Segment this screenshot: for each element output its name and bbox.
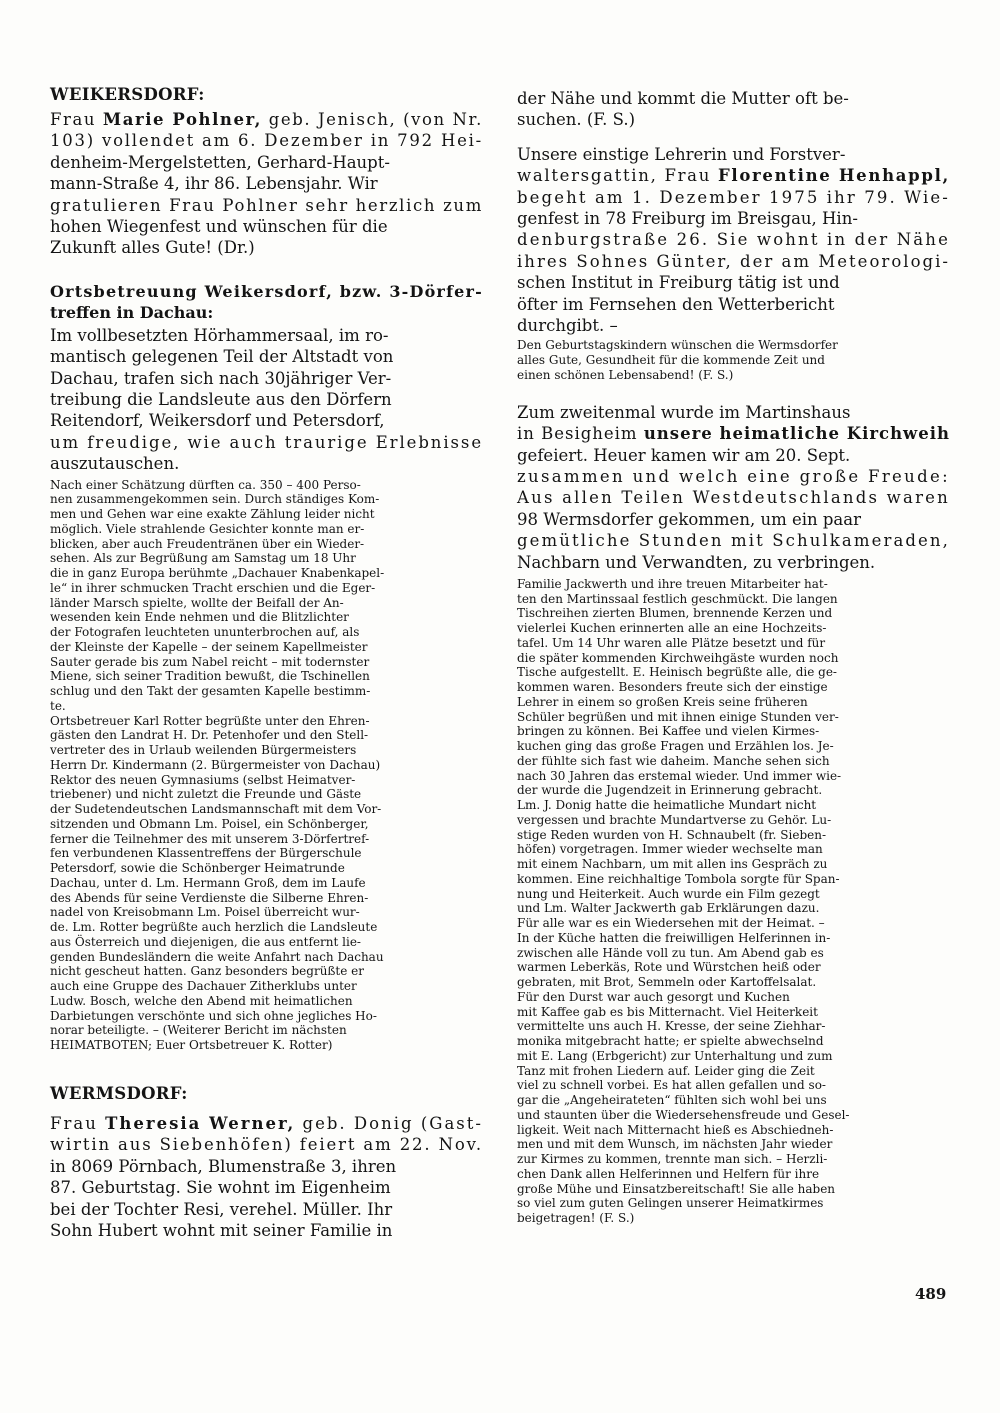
dachau-heading: [50, 281, 483, 323]
text-line: Aus allen Teilen Westdeutschlands waren: [517, 488, 950, 508]
text-line: mantisch gelegenen Teil der Altstadt von: [50, 347, 394, 367]
text-line: die später kommenden Kirchweihgäste wurden noch: [517, 650, 839, 665]
text-line: Dachau, trafen sich nach 30jähriger Ver-: [50, 368, 392, 388]
text-line: mit einem Nachbarn, um mit allen ins Gespräch zu: [517, 857, 828, 872]
text-line: ten den Martinssaal festlich geschmückt. Die langen: [517, 591, 838, 606]
text-line: tafel. Um 14 Uhr waren alle Plätze besetzt und für: [517, 635, 826, 650]
text-line: chen Dank allen Helferinnen und Helfern für ihre: [517, 1166, 820, 1181]
text-line: länder Marsch spielte, wollte der Beifall der An-: [50, 595, 344, 610]
text-line: Lehrer in einem so großen Kreis seine früheren: [517, 694, 808, 709]
text-line: begeht am 1. Dezember 1975 ihr 79. Wie-: [517, 187, 950, 207]
text-line: der Fotografen leuchteten ununterbrochen auf, als: [50, 625, 360, 640]
text-line: mit Kaffee gab es bis Mitternacht. Viel Heiterkeit: [517, 1004, 818, 1019]
text-line: zur Kirmes zu kommen, trennte man sich. – Herzli-: [517, 1152, 828, 1167]
text-line: schlug und den Takt der gesamten Kapelle bestimm-: [50, 684, 371, 699]
text-line: Nachbarn und Verwandten, zu verbringen.: [517, 552, 876, 572]
text-line: mit E. Lang (Erbgericht) zur Unterhaltung und zum: [517, 1048, 833, 1063]
text-line: der fühlte sich fast wie daheim. Manche sehen sich: [517, 753, 830, 768]
text-line: Den Geburtstagskindern wünschen die Wermsdorfer: [517, 338, 838, 353]
text-line: Familie Jackwerth und ihre treuen Mitarbeiter hat-: [517, 576, 828, 591]
text-line: Für den Durst war auch gesorgt und Kuchen: [517, 989, 790, 1004]
text-line: Ludw. Bosch, welche den Abend mit heimatlichen: [50, 993, 353, 1008]
text-line: Zum zweitenmal wurde im Martinshaus: [517, 402, 851, 422]
text-line: alles Gute, Gesundheit für die kommende Zeit und: [517, 353, 825, 368]
text-line: des Abends für seine Verdienste die Silberne Ehren-: [50, 890, 369, 905]
bold-name: Florentine Henhappl,: [717, 166, 950, 186]
text-line: nadel von Kreisobmann Lm. Poisel überreicht wur-: [50, 905, 360, 920]
continuation-text: [517, 88, 950, 131]
henhappl-text: [517, 144, 950, 337]
text-line: nicht gescheut hatten. Ganz besonders begrüßte er: [50, 964, 365, 979]
text-line: möglich. Viele strahlende Gesichter konnte man er-: [50, 521, 365, 536]
text-line: Für alle war es ein Wiedersehen mit der Heimat. –: [517, 916, 825, 931]
text-line: gratulieren Frau Pohlner sehr herzlich zum: [50, 195, 483, 215]
wermsdorf-continuation: [517, 88, 950, 131]
article-wermsdorf: [50, 1083, 483, 1241]
text-line: viel zu schnell vorbei. Es hat allen gefallen und so-: [517, 1078, 826, 1093]
text-line: Tischreihen zierten Blumen, brennende Kerzen und: [517, 606, 833, 621]
text-line: gefeiert. Heuer kamen wir am 20. Sept.: [517, 445, 851, 465]
text-line: kommen. Eine reichhaltige Tombola sorgte für Span-: [517, 871, 840, 886]
text-line: Reitendorf, Weikersdorf und Petersdorf,: [50, 411, 385, 431]
text-line: zusammen und welch eine große Freude:: [517, 466, 950, 486]
text-line: blicken, aber auch Freudentränen über ein Wieder-: [50, 536, 365, 551]
weikersdorf-heading: WEIKERSDORF:: [50, 85, 205, 104]
text-line: Nach einer Schätzung dürften ca. 350 – 400 Perso-: [50, 477, 361, 492]
text-line: gebraten, mit Brot, Semmeln oder Kartoffelsalat.: [517, 975, 817, 990]
text-line: bringen zu können. Bei Kaffee und vielen Kirmes-: [517, 724, 820, 739]
text-line: Sauter gerade bis zum Nabel reicht – mit todernster: [50, 654, 370, 669]
text-line: Petersdorf, sowie die Schönberger Heimatrunde: [50, 861, 345, 876]
text-line: beigetragen! (F. S.): [517, 1211, 635, 1226]
text-line: 87. Geburtstag. Sie wohnt im Eigenheim: [50, 1178, 391, 1198]
text-line: Ortsbetreuer Karl Rotter begrüßte unter den Ehren-: [50, 713, 370, 728]
article-weikersdorf: [50, 84, 483, 259]
text-line: in 8069 Pörnbach, Blumenstraße 3, ihren: [50, 1156, 397, 1176]
text-line: bei der Tochter Resi, verehel. Müller. Ihr: [50, 1199, 393, 1219]
text-line: so viel zum guten Gelingen unserer Heimatkirmes: [517, 1196, 824, 1211]
text-line: höfen) vorgetragen. Immer wieder wechselte man: [517, 842, 823, 857]
text-line: denburgstraße 26. Sie wohnt in der Nähe: [517, 230, 950, 250]
text-line: um freudige, wie auch traurige Erlebnisse: [50, 432, 483, 452]
text-line: norar beteiligte. – (Weiterer Bericht im nächsten: [50, 1023, 347, 1038]
wermsdorf-heading: WERMSDORF:: [50, 1083, 188, 1103]
text-line: die in ganz Europa berühmte „Dachauer Knabenkapel-: [50, 566, 385, 581]
text-line: fen verbundenen Klassentreffens der Bürgerschule: [50, 846, 362, 861]
text-line: warmen Leberkäs, Rote und Würstchen heiß oder: [517, 960, 821, 975]
text-line: der Nähe und kommt die Mutter oft be-: [517, 89, 849, 108]
text-line: sitzenden und Obmann Lm. Poisel, ein Schönberger,: [50, 816, 369, 831]
text-line: und staunten über die Wiedersehensfreude und Gesel-: [517, 1107, 850, 1122]
text-line: zwischen alle Hände voll zu tun. Am Abend gab es: [517, 945, 824, 960]
text-line: aus Österreich und diejenigen, die aus entfernt lie-: [50, 934, 361, 949]
text-line: vertreter des in Urlaub weilenden Bürgermeisters: [50, 743, 357, 758]
text-line: Frau Theresia Werner, geb. Donig (Gast-: [50, 1113, 483, 1133]
kirchweih-body: [517, 577, 950, 1226]
text-line: in Besigheim unsere heimatliche Kirchweih: [517, 424, 950, 444]
text-line: monika mitgebracht hatte; er spielte abwechselnd: [517, 1034, 824, 1049]
text-line: gar die „Angeheirateten“ fühlten sich wohl bei uns: [517, 1093, 827, 1108]
dachau-body: [50, 478, 483, 1053]
text-line: Herrn Dr. Kindermann (2. Bürgermeister von Dachau): [50, 757, 381, 772]
text-line: suchen. (F. S.): [517, 110, 636, 130]
text-line: HEIMATBOTEN; Euer Ortsbetreuer K. Rotter): [50, 1038, 333, 1053]
text-line: vermittelte uns auch H. Kresse, der seine Ziehhar-: [517, 1019, 826, 1034]
text-line: nen zusammengekommen sein. Durch ständiges Kom-: [50, 492, 380, 507]
text-line: Schüler begrüßen und mit ihnen einige Stunden ver-: [517, 709, 839, 724]
text-line: In der Küche hatten die freiwilligen Helferinnen in-: [517, 930, 831, 945]
text-line: 103) vollendet am 6. Dezember in 792 Hei-: [50, 131, 483, 151]
text-line: Unsere einstige Lehrerin und Forstver-: [517, 144, 846, 164]
text-line: Tische aufgestellt. E. Heinisch begrüßte alle, die ge-: [517, 665, 837, 680]
text-line: Sohn Hubert wohnt mit seiner Familie in: [50, 1220, 393, 1240]
henhappl-wishes: [517, 338, 950, 382]
text-line: auszutauschen.: [50, 454, 180, 474]
text-line: sehen. Als zur Begrüßung am Samstag um 18 Uhr: [50, 551, 356, 566]
text-line: Tanz mit frohen Liedern auf. Leider ging die Zeit: [517, 1063, 815, 1078]
text-line: Dachau, unter d. Lm. Hermann Groß, dem im Laufe: [50, 875, 366, 890]
text-line: de. Lm. Rotter begrüßte auch herzlich die Landsleute: [50, 920, 378, 935]
text-line: Darbietungen verschönte und sich ohne jegliches Ho-: [50, 1008, 377, 1023]
text-line: Lm. J. Donig hatte die heimatliche Mundart nicht: [517, 798, 817, 813]
text-line: öfter im Fernsehen den Wetterbericht: [517, 294, 835, 314]
text-line: hohen Wiegenfest und wünschen für die: [50, 217, 388, 237]
text-line: stige Reden wurden von H. Schnaubelt (fr. Sieben-: [517, 827, 827, 842]
text-line: schen Institut in Freiburg tätig ist und: [517, 273, 840, 293]
text-line: einen schönen Lebensabend! (F. S.): [517, 367, 734, 382]
text-line: denheim-Mergelstetten, Gerhard-Haupt-: [50, 152, 390, 172]
wermsdorf-text: [50, 1113, 483, 1241]
text-line: wesenden kein Ende nehmen und die Blitzlichter: [50, 610, 349, 625]
bold-name: unsere heimatliche Kirchweih: [643, 424, 950, 444]
text-line: ligkeit. Weit nach Mitternacht hieß es Abschiedneh-: [517, 1122, 834, 1137]
text-line: nach 30 Jahren das erstemal wieder. Und immer wie-: [517, 768, 842, 783]
article-dachau: [50, 281, 483, 1053]
text-line: genfest in 78 Freiburg im Breisgau, Hin-: [517, 209, 858, 229]
article-henhappl: [517, 144, 950, 383]
text-line: genden Bundesländern die weite Anfahrt nach Dachau: [50, 949, 384, 964]
text-line: der Kleinste der Kapelle – der seinem Kapellmeister: [50, 639, 368, 654]
weikersdorf-text: [50, 109, 483, 259]
text-line: treffen in Dachau:: [50, 302, 214, 322]
text-line: men und mit dem Wunsch, im nächsten Jahr wieder: [517, 1137, 833, 1152]
text-line: gästen den Landrat H. Dr. Petenhofer und den Stell-: [50, 728, 369, 743]
text-line: le“ in ihrer schmucken Tracht erschien und die Eger-: [50, 580, 376, 595]
text-line: der Sudetendeutschen Landsmannschaft mit dem Vor-: [50, 802, 382, 817]
text-line: Rektor des neuen Gymnasiums (selbst Heimatver-: [50, 772, 356, 787]
bold-name: Marie Pohlner,: [102, 110, 262, 129]
text-line: Zukunft alles Gute! (Dr.): [50, 238, 255, 258]
text-line: 98 Wermsdorfer gekommen, um ein paar: [517, 509, 861, 529]
text-line: kuchen ging das große Fragen und Erzählen los. Je-: [517, 739, 834, 754]
text-line: ferner die Teilnehmer des mit unserem 3-Dörfertref-: [50, 831, 370, 846]
text-line: vielerlei Kuchen erinnerten alle an eine Hochzeits-: [517, 621, 827, 636]
text-line: mann-Straße 4, ihr 86. Lebensjahr. Wir: [50, 174, 378, 194]
text-line: Frau Marie Pohlner, geb. Jenisch, (von Nr.: [50, 110, 483, 129]
text-line: kommen waren. Besonders freute sich der einstige: [517, 680, 828, 695]
text-line: der wurde die Jugendzeit in Erinnerung gebracht.: [517, 783, 823, 798]
text-line: auch eine Gruppe des Dachauer Zitherklubs unter: [50, 979, 357, 994]
page-number: 489: [915, 1285, 947, 1303]
right-column: [517, 88, 950, 1226]
text-line: und Lm. Walter Jackwerth gab Erklärungen dazu.: [517, 901, 820, 916]
text-line: wirtin aus Siebenhöfen) feiert am 22. Nov.: [50, 1135, 483, 1155]
text-line: Miene, sich seiner Tradition bewußt, die Tschinellen: [50, 669, 370, 684]
text-line: durchgibt. –: [517, 316, 618, 336]
text-line: treibung die Landsleute aus den Dörfern: [50, 390, 392, 410]
text-line: men und Gehen war eine exakte Zählung leider nicht: [50, 507, 375, 522]
article-kirchweih: [517, 402, 950, 1226]
left-column: [50, 84, 483, 1241]
text-line: triebener) und nicht zuletzt die Freunde und Gäste: [50, 787, 362, 802]
text-line: Im vollbesetzten Hörhammersaal, im ro-: [50, 325, 389, 345]
text-line: vergessen und brachte Mundartverse zu Gehör. Lu-: [517, 812, 832, 827]
text-line: große Mühe und Einsatzbereitschaft! Sie alle haben: [517, 1181, 836, 1196]
text-line: gemütliche Stunden mit Schulkameraden,: [517, 531, 950, 551]
text-line: ihres Sohnes Günter, der am Meteorologi-: [517, 251, 950, 271]
text-line: nung und Heiterkeit. Auch wurde ein Film gezegt: [517, 886, 820, 901]
bold-name: Theresia Werner,: [105, 1113, 296, 1133]
dachau-lead: [50, 325, 483, 475]
kirchweih-lead: [517, 402, 950, 573]
text-line: Ortsbetreuung Weikersdorf, bzw. 3-Dörfer-: [50, 281, 483, 301]
text-line: te.: [50, 698, 66, 713]
text-line: waltersgattin, Frau Florentine Henhappl,: [517, 166, 950, 186]
